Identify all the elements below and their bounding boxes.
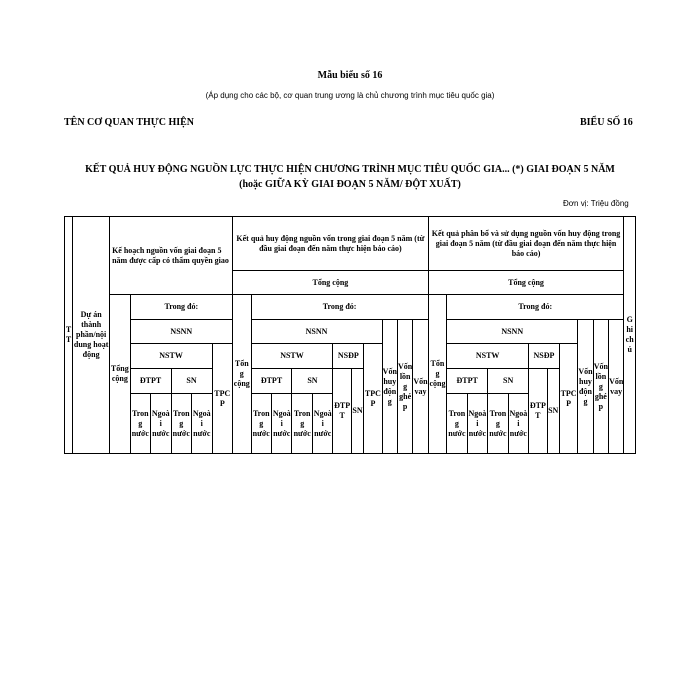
allocated-nstw: NSTW (447, 344, 529, 369)
mobilized-grand-total: Tổng cộng (233, 271, 429, 295)
mobilized-nsdp-dtpt: ĐTPT (333, 369, 351, 454)
plan-dtpt: ĐTPT (130, 369, 171, 394)
allocated-integrated: Vốn lồng ghép (593, 320, 608, 454)
mobilized-dtpt-domestic: Trong nước (251, 394, 271, 454)
allocated-total: Tổng cộng (428, 295, 446, 454)
allocated-sn-domestic: Trong nước (488, 394, 508, 454)
mobilized-of-which: Trong đó: (251, 295, 428, 320)
unit-label: Đơn vị: Triệu đồng (563, 199, 629, 208)
mobilized-nsnn: NSNN (251, 320, 382, 344)
report-title-line1: KẾT QUẢ HUY ĐỘNG NGUỒN LỰC THỰC HIỆN CHƯƠNG TRÌNH MỤC TIÊU QUỐC GIA... (*) GIAI ĐOẠN 5 NĂM (85, 164, 615, 175)
plan-sn: SN (171, 369, 212, 394)
allocated-nsdp: NSĐP (529, 344, 560, 369)
header-tt: TT (65, 217, 73, 454)
allocated-nsnn: NSNN (447, 320, 578, 344)
mobilized-nstw: NSTW (251, 344, 333, 369)
mobilized-nsdp: NSĐP (333, 344, 364, 369)
plan-sn-foreign: Ngoài nước (192, 394, 212, 454)
mobilized-total: Tổng cộng (233, 295, 251, 454)
allocated-sn: SN (488, 369, 529, 394)
header-project: Dự án thành phần/nội dung hoạt động (73, 217, 110, 454)
allocated-loan: Vốn vay (609, 320, 624, 454)
allocated-dtpt-domestic: Trong nước (447, 394, 467, 454)
mobilized-dtpt: ĐTPT (251, 369, 292, 394)
allocated-tpcp: TPCP (559, 344, 577, 454)
plan-nsnn: NSNN (130, 320, 233, 344)
report-number: BIỂU SỐ 16 (580, 117, 633, 128)
plan-of-which: Trong đó: (130, 295, 233, 320)
allocated-other-capital: Vốn huy động (578, 320, 593, 454)
header-allocated: Kết quả phân bổ và sử dụng nguồn vốn huy động trong giai đoạn 5 năm (từ đầu giai đoạn đến năm thực hiện báo cáo) (428, 217, 624, 271)
header-note: Ghi chú (624, 217, 636, 454)
report-table (64, 216, 636, 454)
mobilized-sn: SN (292, 369, 333, 394)
report-title-line2: (hoặc GIỮA KỲ GIAI ĐOẠN 5 NĂM/ ĐỘT XUẤT) (239, 179, 461, 190)
mobilized-loan: Vốn vay (413, 320, 428, 454)
allocated-nsdp-sn: SN (547, 369, 559, 454)
mobilized-sn-foreign: Ngoài nước (312, 394, 332, 454)
mobilized-nsdp-sn: SN (351, 369, 363, 454)
mobilized-sn-domestic: Trong nước (292, 394, 312, 454)
mobilized-integrated: Vốn lồng ghép (397, 320, 412, 454)
form-note: (Áp dụng cho các bộ, cơ quan trung ương là chủ chương trình mục tiêu quốc gia) (205, 91, 495, 100)
plan-tpcp: TPCP (212, 344, 233, 454)
plan-total: Tổng cộng (110, 295, 130, 454)
form-number: Mẫu biểu số 16 (317, 70, 383, 81)
allocated-dtpt: ĐTPT (447, 369, 488, 394)
allocated-nsdp-dtpt: ĐTPT (529, 369, 547, 454)
allocated-sn-foreign: Ngoài nước (508, 394, 528, 454)
mobilized-other-capital: Vốn huy động (382, 320, 397, 454)
plan-nstw: NSTW (130, 344, 212, 369)
agency-label: TÊN CƠ QUAN THỰC HIỆN (64, 117, 195, 128)
plan-dtpt-domestic: Trong nước (130, 394, 150, 454)
allocated-dtpt-foreign: Ngoài nước (467, 394, 487, 454)
mobilized-tpcp: TPCP (364, 344, 382, 454)
allocated-grand-total: Tổng cộng (428, 271, 624, 295)
mobilized-dtpt-foreign: Ngoài nước (271, 394, 291, 454)
header-plan: Kế hoạch nguồn vốn giai đoạn 5 năm được cấp có thẩm quyền giao (110, 217, 233, 295)
allocated-of-which: Trong đó: (447, 295, 624, 320)
plan-dtpt-foreign: Ngoài nước (151, 394, 171, 454)
header-mobilized: Kết quả huy động nguồn vốn trong giai đoạn 5 năm (từ đầu giai đoạn đến năm thực hiện báo cáo) (233, 217, 429, 271)
plan-sn-domestic: Trong nước (171, 394, 191, 454)
